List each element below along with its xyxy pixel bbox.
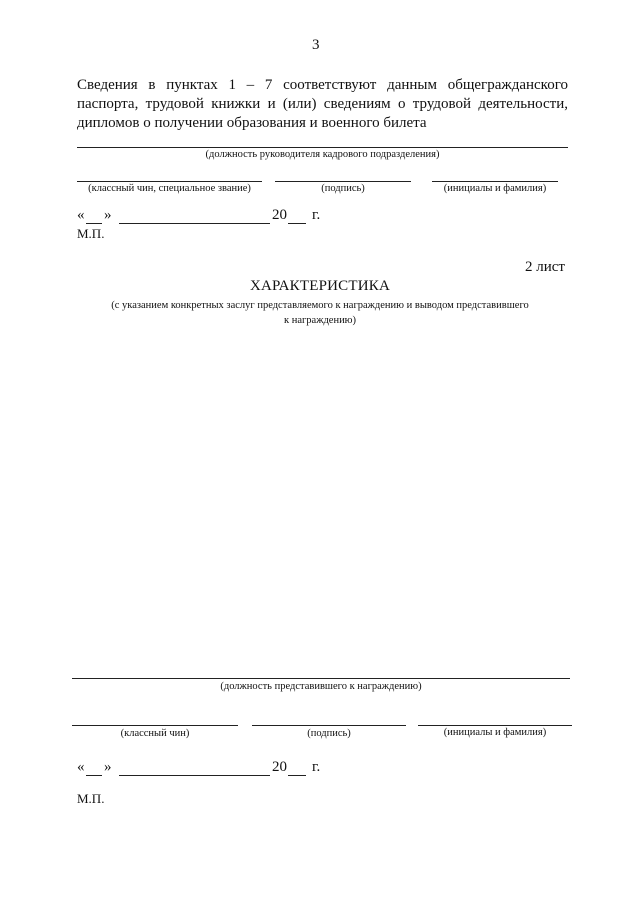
hr-name-line bbox=[432, 181, 558, 182]
document-subtitle bbox=[60, 298, 580, 328]
intro-line-1: Сведения в пунктах 1 – 7 соответствуют данным общегражданского bbox=[77, 77, 568, 93]
hr-rank-line bbox=[77, 181, 262, 182]
subtitle-line-2: к награждению) bbox=[283, 315, 357, 326]
presenter-signature-caption: (подпись) bbox=[307, 728, 351, 739]
hr-date-day-line bbox=[86, 223, 102, 224]
presenter-rank-caption: (классный чин) bbox=[120, 728, 190, 739]
presenter-date-year-line bbox=[288, 775, 306, 776]
hr-date-open-quote: « bbox=[77, 207, 85, 223]
presenter-date-year-suffix: г. bbox=[312, 759, 321, 775]
hr-date-month-line bbox=[119, 223, 270, 224]
hr-rank-caption: (классный чин, специальное звание) bbox=[88, 183, 251, 194]
presenter-rank-line bbox=[72, 725, 238, 726]
hr-date-year-suffix: г. bbox=[312, 207, 321, 223]
sheet-label: 2 лист bbox=[525, 259, 565, 275]
presenter-date-close-quote: » bbox=[104, 759, 112, 775]
hr-position-caption: (должность руководителя кадрового подразделения) bbox=[205, 149, 440, 160]
hr-name-caption: (инициалы и фамилия) bbox=[443, 183, 547, 194]
presenter-position-caption: (должность представившего к награждению) bbox=[220, 681, 422, 692]
hr-position-line bbox=[77, 147, 568, 148]
hr-date-year-prefix: 20 bbox=[272, 207, 287, 223]
intro-line-2: паспорта, трудовой книжки и (или) сведениям о трудовой деятельности, bbox=[77, 96, 568, 112]
intro-line-3: дипломов о получении образования и военного билета bbox=[77, 115, 427, 131]
presenter-position-line bbox=[72, 678, 570, 679]
hr-stamp: М.П. bbox=[77, 226, 105, 241]
hr-signature-caption: (подпись) bbox=[321, 183, 365, 194]
subtitle-line-1: (с указанием конкретных заслуг представляемого к награждению и выводом представившего bbox=[111, 300, 529, 311]
presenter-signature-line bbox=[252, 725, 406, 726]
presenter-name-line bbox=[418, 725, 572, 726]
intro-paragraph bbox=[77, 76, 568, 133]
document-title: ХАРАКТЕРИСТИКА bbox=[249, 278, 391, 294]
hr-date-year-line bbox=[288, 223, 306, 224]
presenter-date-open-quote: « bbox=[77, 759, 85, 775]
hr-signature-line bbox=[275, 181, 411, 182]
presenter-name-caption: (инициалы и фамилия) bbox=[443, 727, 547, 738]
hr-date-close-quote: » bbox=[104, 207, 112, 223]
presenter-date-month-line bbox=[119, 775, 270, 776]
page-number: 3 bbox=[312, 37, 320, 53]
presenter-stamp: М.П. bbox=[77, 791, 105, 806]
presenter-date-day-line bbox=[86, 775, 102, 776]
presenter-date-year-prefix: 20 bbox=[272, 759, 287, 775]
